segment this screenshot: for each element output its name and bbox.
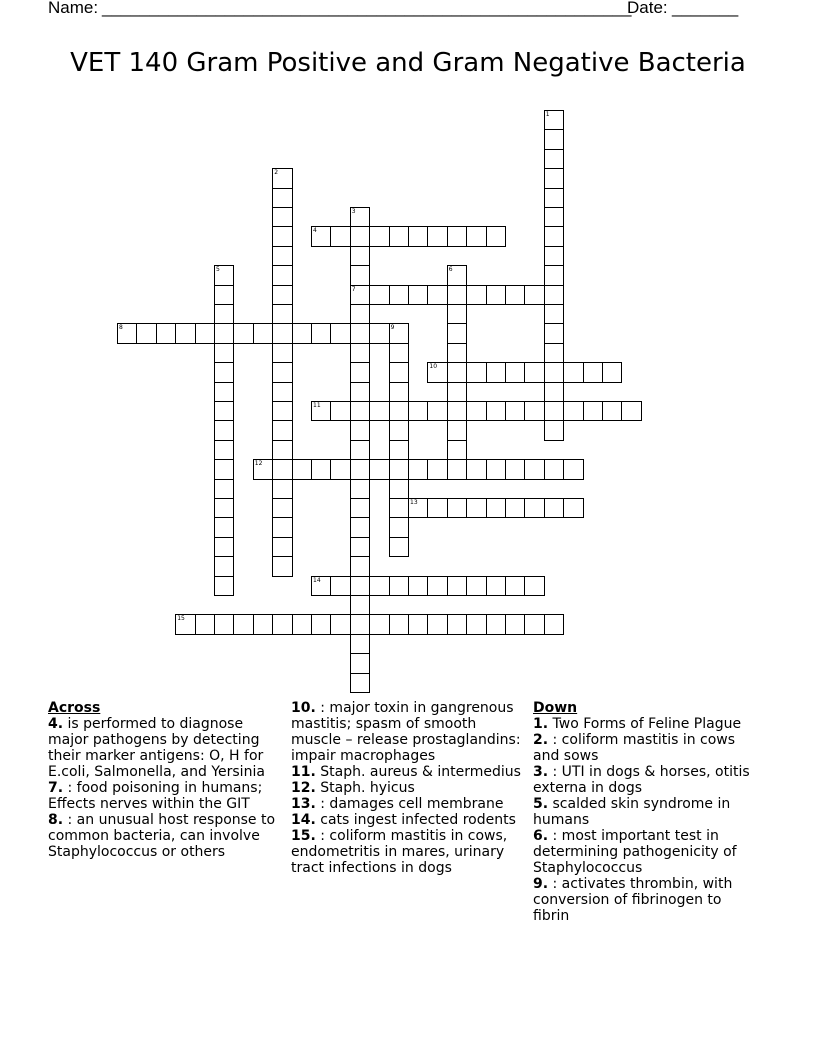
crossword-cell[interactable] xyxy=(214,304,234,324)
crossword-cell[interactable] xyxy=(544,149,564,169)
crossword-cell[interactable] xyxy=(233,614,253,634)
clue-number-2: 2 xyxy=(274,169,279,177)
clue-number-4: 4 xyxy=(313,227,317,235)
clue-text: Staph. hyicus xyxy=(315,780,415,796)
crossword-cell[interactable] xyxy=(330,614,350,634)
crossword-cell[interactable] xyxy=(544,382,564,402)
crossword-cell[interactable] xyxy=(486,285,506,305)
clue-number-14: 14 xyxy=(313,576,321,584)
crossword-cell[interactable] xyxy=(466,459,486,479)
crossword-cell[interactable] xyxy=(621,401,641,421)
down-heading: Down xyxy=(533,700,578,716)
across-clue xyxy=(48,716,280,780)
crossword-cell[interactable] xyxy=(214,420,234,440)
crossword-cell[interactable] xyxy=(486,362,506,382)
crossword-cell[interactable] xyxy=(272,304,292,324)
crossword-cell[interactable] xyxy=(214,517,234,537)
clue-number: 5. xyxy=(533,796,549,812)
crossword-cell[interactable] xyxy=(214,479,234,499)
clue-number-7: 7 xyxy=(351,285,356,293)
crossword-cell[interactable] xyxy=(350,556,370,576)
crossword-cell[interactable] xyxy=(524,498,544,518)
crossword-cell[interactable] xyxy=(408,226,428,246)
crossword-cell[interactable] xyxy=(272,226,292,246)
crossword-cell[interactable] xyxy=(214,343,234,363)
crossword-cell[interactable] xyxy=(563,459,583,479)
clue-text: : damages cell membrane xyxy=(315,796,504,812)
crossword-cell[interactable] xyxy=(427,226,447,246)
crossword-cell[interactable] xyxy=(583,362,603,382)
crossword-cell[interactable] xyxy=(486,401,506,421)
clue-text: : an unusual host response to common bacteria, can involve Staphylococcus or others xyxy=(48,812,276,860)
crossword-cell[interactable] xyxy=(408,401,428,421)
down-clue xyxy=(533,796,755,828)
crossword-cell[interactable] xyxy=(350,440,370,460)
crossword-cell[interactable] xyxy=(214,285,234,305)
crossword-cell[interactable] xyxy=(214,440,234,460)
crossword-cell[interactable] xyxy=(466,285,486,305)
crossword-cell[interactable] xyxy=(311,226,331,246)
crossword-cell[interactable] xyxy=(350,459,370,479)
clue-number-5: 5 xyxy=(216,266,220,274)
crossword-cell[interactable] xyxy=(350,226,370,246)
clue-number-1: 1 xyxy=(545,111,550,118)
crossword-cell[interactable] xyxy=(369,226,389,246)
clue-number: 10. xyxy=(291,700,316,716)
crossword-cell[interactable] xyxy=(427,362,447,382)
clue-text: cats ingest infected rodents xyxy=(315,812,516,828)
crossword-cell[interactable] xyxy=(466,614,486,634)
crossword-cell[interactable] xyxy=(447,265,467,285)
crossword-cell[interactable] xyxy=(214,401,234,421)
across-clue xyxy=(291,700,523,764)
crossword-cell[interactable] xyxy=(214,556,234,576)
crossword-cell[interactable] xyxy=(350,382,370,402)
crossword-cell[interactable] xyxy=(389,498,409,518)
crossword-cell[interactable] xyxy=(272,382,292,402)
across-clue xyxy=(291,812,523,828)
crossword-cell[interactable] xyxy=(602,401,622,421)
crossword-cell[interactable] xyxy=(544,498,564,518)
clue-number-10: 10 xyxy=(429,363,438,371)
crossword-cell[interactable] xyxy=(330,401,350,421)
crossword-cell[interactable] xyxy=(447,382,467,402)
down-clue xyxy=(533,716,755,732)
crossword-cell[interactable] xyxy=(583,401,603,421)
down-clue xyxy=(533,732,755,764)
crossword-cell[interactable] xyxy=(427,459,447,479)
crossword-cell[interactable] xyxy=(544,362,564,382)
crossword-cell[interactable] xyxy=(389,479,409,499)
clue-text: : coliform mastitis in cows and sows xyxy=(533,732,736,764)
crossword-cell[interactable] xyxy=(544,285,564,305)
crossword-cell[interactable] xyxy=(350,362,370,382)
crossword-cell[interactable] xyxy=(505,362,525,382)
crossword-cell[interactable] xyxy=(350,246,370,266)
crossword-cell[interactable] xyxy=(447,304,467,324)
crossword-cell[interactable] xyxy=(350,479,370,499)
clue-text: Two Forms of Feline Plague xyxy=(548,716,742,732)
crossword-cell[interactable] xyxy=(350,420,370,440)
crossword-cell[interactable] xyxy=(427,498,447,518)
crossword-cell[interactable] xyxy=(427,285,447,305)
clue-number: 11. xyxy=(291,764,316,780)
across-clue xyxy=(48,812,280,860)
crossword-cell[interactable] xyxy=(272,479,292,499)
crossword-cell[interactable] xyxy=(486,614,506,634)
clue-number-12: 12 xyxy=(254,460,263,468)
clue-number-15: 15 xyxy=(177,615,185,623)
crossword-cell[interactable] xyxy=(563,498,583,518)
crossword-cell[interactable] xyxy=(175,323,195,343)
crossword-cell[interactable] xyxy=(272,537,292,557)
crossword-cell[interactable] xyxy=(330,576,350,596)
crossword-cell[interactable] xyxy=(447,420,467,440)
crossword-cell[interactable] xyxy=(447,285,467,305)
clue-text: : activates thrombin, with conversion of fibrinogen to fibrin xyxy=(533,876,733,924)
clue-number: 8. xyxy=(48,812,64,828)
crossword-cell[interactable] xyxy=(505,498,525,518)
name-label: Name: xyxy=(48,0,99,17)
crossword-cell[interactable] xyxy=(311,614,331,634)
crossword-cell[interactable] xyxy=(563,401,583,421)
crossword-cell[interactable] xyxy=(486,459,506,479)
crossword-cell[interactable] xyxy=(427,614,447,634)
crossword-cell[interactable] xyxy=(389,517,409,537)
down-clues xyxy=(533,700,755,924)
crossword-cell[interactable] xyxy=(389,323,409,343)
crossword-cell[interactable] xyxy=(272,188,292,208)
clue-text: : coliform mastitis in cows, endometritis in mares, urinary tract infections in dogs xyxy=(291,828,508,876)
crossword-cell[interactable] xyxy=(544,343,564,363)
crossword-cell[interactable] xyxy=(214,576,234,596)
down-clue xyxy=(533,828,755,876)
down-clue xyxy=(533,876,755,924)
crossword-cell[interactable] xyxy=(447,440,467,460)
crossword-cell[interactable] xyxy=(136,323,156,343)
clue-number-11: 11 xyxy=(313,402,321,409)
crossword-cell[interactable] xyxy=(447,343,467,363)
clue-number-3: 3 xyxy=(351,208,356,215)
crossword-cell[interactable] xyxy=(214,382,234,402)
crossword-cell[interactable] xyxy=(350,653,370,673)
crossword-cell[interactable] xyxy=(408,614,428,634)
crossword-cell[interactable] xyxy=(524,459,544,479)
crossword-cell[interactable] xyxy=(272,265,292,285)
crossword-cell[interactable] xyxy=(389,285,409,305)
crossword-cell[interactable] xyxy=(350,576,370,596)
crossword-cell[interactable] xyxy=(272,459,292,479)
clue-number: 6. xyxy=(533,828,549,844)
clue-number-8: 8 xyxy=(119,324,123,332)
crossword-cell[interactable] xyxy=(389,576,409,596)
crossword-cell[interactable] xyxy=(427,576,447,596)
crossword-cell[interactable] xyxy=(292,459,312,479)
crossword-cell[interactable] xyxy=(408,459,428,479)
crossword-cell[interactable] xyxy=(272,362,292,382)
crossword-cell[interactable] xyxy=(505,401,525,421)
crossword-cell[interactable] xyxy=(350,614,370,634)
crossword-cell[interactable] xyxy=(350,304,370,324)
crossword-cell[interactable] xyxy=(272,323,292,343)
clue-number: 1. xyxy=(533,716,549,732)
crossword-cell[interactable] xyxy=(214,323,234,343)
crossword-cell[interactable] xyxy=(311,576,331,596)
clue-number: 14. xyxy=(291,812,316,828)
crossword-cell[interactable] xyxy=(272,401,292,421)
crossword-cell[interactable] xyxy=(466,401,486,421)
crossword-cell[interactable] xyxy=(272,207,292,227)
crossword-cell[interactable] xyxy=(350,323,370,343)
crossword-cell[interactable] xyxy=(311,323,331,343)
crossword-cell[interactable] xyxy=(292,614,312,634)
crossword-cell[interactable] xyxy=(447,401,467,421)
clue-text: Staph. aureus & intermedius xyxy=(315,764,521,780)
crossword-cell[interactable] xyxy=(544,265,564,285)
across-clue xyxy=(291,764,523,780)
crossword-cell[interactable] xyxy=(350,634,370,654)
crossword-cell[interactable] xyxy=(389,401,409,421)
crossword-cell[interactable] xyxy=(272,517,292,537)
crossword-cell[interactable] xyxy=(544,226,564,246)
crossword-cell[interactable] xyxy=(524,614,544,634)
across-heading: Across xyxy=(48,700,101,716)
crossword-cell[interactable] xyxy=(214,498,234,518)
crossword-cell[interactable] xyxy=(447,226,467,246)
crossword-cell[interactable] xyxy=(447,614,467,634)
crossword-cell[interactable] xyxy=(311,401,331,421)
crossword-cell[interactable] xyxy=(350,285,370,305)
crossword-cell[interactable] xyxy=(156,323,176,343)
name-field-line[interactable]: ________________________________________________________ xyxy=(102,0,632,17)
crossword-cell[interactable] xyxy=(311,459,331,479)
crossword-cell[interactable] xyxy=(272,440,292,460)
crossword-cell[interactable] xyxy=(214,362,234,382)
crossword-cell[interactable] xyxy=(389,537,409,557)
clue-text: : most important test in determining pathogenicity of Staphylococcus xyxy=(533,828,737,876)
crossword-cell[interactable] xyxy=(408,576,428,596)
crossword-cell[interactable] xyxy=(350,498,370,518)
crossword-cell[interactable] xyxy=(505,576,525,596)
crossword-cell[interactable] xyxy=(602,362,622,382)
crossword-cell[interactable] xyxy=(272,168,292,188)
crossword-cell[interactable] xyxy=(544,207,564,227)
crossword-cell[interactable] xyxy=(544,459,564,479)
crossword-cell[interactable] xyxy=(233,323,253,343)
crossword-cell[interactable] xyxy=(544,420,564,440)
crossword-cell[interactable] xyxy=(544,323,564,343)
across-clue xyxy=(291,780,523,796)
crossword-cell[interactable] xyxy=(369,614,389,634)
crossword-cell[interactable] xyxy=(350,343,370,363)
clue-number: 2. xyxy=(533,732,549,748)
crossword-cell[interactable] xyxy=(330,226,350,246)
crossword-cell[interactable] xyxy=(563,362,583,382)
crossword-cell[interactable] xyxy=(447,576,467,596)
clue-number-9: 9 xyxy=(390,324,395,332)
crossword-cell[interactable] xyxy=(466,498,486,518)
crossword-cell[interactable] xyxy=(505,285,525,305)
crossword-cell[interactable] xyxy=(524,576,544,596)
crossword-cell[interactable] xyxy=(253,323,273,343)
across-clue xyxy=(48,780,280,812)
crossword-cell[interactable] xyxy=(505,614,525,634)
clue-number: 12. xyxy=(291,780,316,796)
crossword-cell[interactable] xyxy=(195,614,215,634)
crossword-cell[interactable] xyxy=(389,362,409,382)
clue-number-6: 6 xyxy=(448,266,453,274)
crossword-cell[interactable] xyxy=(544,129,564,149)
page-title: VET 140 Gram Positive and Gram Negative Bacteria xyxy=(70,48,746,78)
crossword-cell[interactable] xyxy=(447,459,467,479)
crossword-cell[interactable] xyxy=(544,110,564,130)
crossword-cell[interactable] xyxy=(214,265,234,285)
crossword-cell[interactable] xyxy=(272,285,292,305)
clue-number-13: 13 xyxy=(410,499,418,506)
crossword-cell[interactable] xyxy=(350,265,370,285)
crossword-cell[interactable] xyxy=(350,401,370,421)
crossword-cell[interactable] xyxy=(350,207,370,227)
clue-text: scalded skin syndrome in humans xyxy=(533,796,731,828)
crossword-cell[interactable] xyxy=(389,382,409,402)
crossword-cell[interactable] xyxy=(369,459,389,479)
crossword-cell[interactable] xyxy=(330,459,350,479)
crossword-cell[interactable] xyxy=(369,323,389,343)
clue-text: : major toxin in gangrenous mastitis; spasm of smooth muscle – release prostaglandins: impair macrophages xyxy=(291,700,521,764)
crossword-cell[interactable] xyxy=(195,323,215,343)
crossword-cell[interactable] xyxy=(272,614,292,634)
crossword-cell[interactable] xyxy=(389,420,409,440)
crossword-cell[interactable] xyxy=(175,614,195,634)
crossword-cell[interactable] xyxy=(524,401,544,421)
crossword-cell[interactable] xyxy=(447,323,467,343)
date-field-line[interactable]: _______ xyxy=(672,0,739,17)
crossword-cell[interactable] xyxy=(427,401,447,421)
crossword-cell[interactable] xyxy=(408,285,428,305)
clue-text: : food poisoning in humans; Effects nerves within the GIT xyxy=(48,780,263,812)
crossword-cell[interactable] xyxy=(544,304,564,324)
across-clues-continued xyxy=(291,700,523,876)
crossword-cell[interactable] xyxy=(369,285,389,305)
crossword-cell[interactable] xyxy=(350,673,370,693)
clue-number: 7. xyxy=(48,780,64,796)
crossword-cell[interactable] xyxy=(272,246,292,266)
crossword-cell[interactable] xyxy=(350,595,370,615)
clue-number: 9. xyxy=(533,876,549,892)
crossword-cell[interactable] xyxy=(389,440,409,460)
crossword-cell[interactable] xyxy=(272,343,292,363)
crossword-cell[interactable] xyxy=(272,498,292,518)
date-label: Date: xyxy=(627,0,668,17)
crossword-cell[interactable] xyxy=(350,517,370,537)
crossword-cell[interactable] xyxy=(544,401,564,421)
crossword-cell[interactable] xyxy=(389,459,409,479)
crossword-cell[interactable] xyxy=(544,188,564,208)
across-clue xyxy=(291,796,523,812)
crossword-cell[interactable] xyxy=(466,576,486,596)
across-clue xyxy=(291,828,523,876)
crossword-cell[interactable] xyxy=(524,362,544,382)
crossword-cell[interactable] xyxy=(466,226,486,246)
crossword-cell[interactable] xyxy=(389,343,409,363)
crossword-cell[interactable] xyxy=(389,226,409,246)
crossword-cell[interactable] xyxy=(330,323,350,343)
crossword-cell[interactable] xyxy=(408,498,428,518)
crossword-cell[interactable] xyxy=(486,498,506,518)
crossword-cell[interactable] xyxy=(389,614,409,634)
crossword-cell[interactable] xyxy=(486,226,506,246)
clue-number: 15. xyxy=(291,828,316,844)
crossword-cell[interactable] xyxy=(486,576,506,596)
crossword-cell[interactable] xyxy=(466,362,486,382)
crossword-cell[interactable] xyxy=(214,537,234,557)
crossword-cell[interactable] xyxy=(117,323,137,343)
crossword-cell[interactable] xyxy=(350,537,370,557)
crossword-cell[interactable] xyxy=(369,576,389,596)
crossword-cell[interactable] xyxy=(544,246,564,266)
crossword-cell[interactable] xyxy=(544,614,564,634)
clue-number: 3. xyxy=(533,764,549,780)
across-clues xyxy=(48,700,280,860)
crossword-cell[interactable] xyxy=(214,459,234,479)
crossword-cell[interactable] xyxy=(272,420,292,440)
crossword-cell[interactable] xyxy=(544,168,564,188)
crossword-cell[interactable] xyxy=(447,498,467,518)
crossword-cell[interactable] xyxy=(505,459,525,479)
clue-number: 4. xyxy=(48,716,64,732)
crossword-cell[interactable] xyxy=(447,362,467,382)
crossword-cell[interactable] xyxy=(369,401,389,421)
crossword-cell[interactable] xyxy=(253,459,273,479)
crossword-cell[interactable] xyxy=(524,285,544,305)
clue-text: : UTI in dogs & horses, otitis externa in dogs xyxy=(533,764,750,796)
clue-number: 13. xyxy=(291,796,316,812)
crossword-cell[interactable] xyxy=(272,556,292,576)
clue-text: is performed to diagnose major pathogens by detecting their marker antigens: O, H for E.coli, Salmonella, and Yersinia xyxy=(48,716,265,780)
crossword-cell[interactable] xyxy=(292,323,312,343)
down-clue xyxy=(533,764,755,796)
crossword-cell[interactable] xyxy=(253,614,273,634)
crossword-cell[interactable] xyxy=(214,614,234,634)
